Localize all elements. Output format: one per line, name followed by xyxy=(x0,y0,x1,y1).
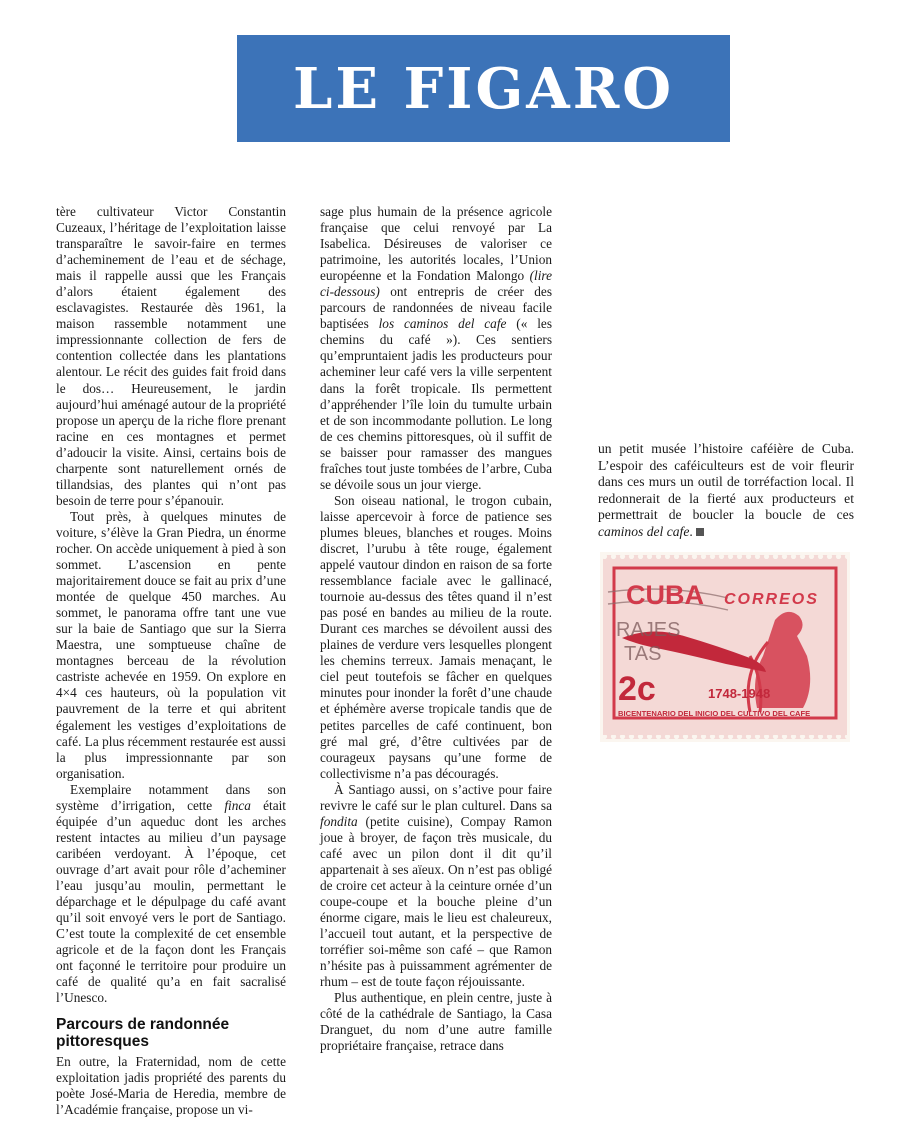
text-run: Exemplaire notamment dans son système d’irrigation, cette xyxy=(56,781,286,813)
text-run: À Santiago aussi, on s’active pour faire revivre le café sur le plan culturel. Dans sa xyxy=(320,781,552,813)
paragraph xyxy=(320,782,552,991)
article-column-1 xyxy=(56,204,286,1119)
masthead xyxy=(237,35,730,142)
paragraph: En outre, la Fraternidad, nom de cette exploitation jadis propriété des parents du poète José-Maria de Heredia, membre de l’Académie française, propose un vi- xyxy=(56,1054,286,1118)
text-run: (« les chemins du café »). Ces sentiers qu’empruntaient jadis les producteurs pour acheminer leur café vers la ville serpentent dans la forêt tropicale. Ils permettent d’appréhender l’île loin du tumulte urbain et de son incommodante pollution. Le long de ces chemins pittoresques, où il suffit de se baisser pour ramasser des mangues fraîches tout juste tombées de l’arbre, Cuba se dévoile sous un jour vierge. xyxy=(320,316,552,492)
article-column-2 xyxy=(320,204,552,1054)
text-run: (petite cuisine), Compay Ramon joue à broyer, de façon très musicale, du café avec un pilon dont il dit qu’il appartenait à ses aïeux. On n’est pas obligé de croire cet acteur à la ceinture ornée d’un coupe-coupe et la bouche pleine d’un énorme cigare, mais le lieu est chaleureux, l’accueil tout autant, et la perspective de torréfier soi-même son café – que Ramon n’hésite pas à puissamment agrémenter de rhum – est de toute façon réjouissante. xyxy=(320,813,552,990)
stamp-years: 1748-1948 xyxy=(708,686,771,701)
cancel-text-1: RAJES xyxy=(616,619,681,641)
stamp-service: CORREOS xyxy=(724,591,819,608)
text-run: sage plus humain de la présence agricole française que celui renvoyé par La Isabelica. Désireuses de valoriser ce patrimoine, les autorités locales, l’Union européenne et la Fondation Malongo xyxy=(320,204,552,284)
italic-term: (lire ci-dessous) xyxy=(320,268,552,300)
text-run: . xyxy=(689,523,693,539)
italic-term: finca xyxy=(224,797,251,813)
cancel-text-2: TAS xyxy=(624,643,662,665)
end-of-article-mark xyxy=(696,528,704,536)
postage-stamp xyxy=(600,552,850,742)
italic-term: caminos del cafe xyxy=(598,523,690,539)
stamp-caption: BICENTENARIO DEL INICIO DEL CULTIVO DEL CAFE xyxy=(618,709,811,718)
cuba-stamp-photo xyxy=(600,552,850,742)
stamp-country: CUBA xyxy=(626,580,704,610)
paragraph xyxy=(598,441,854,540)
italic-term: fondita xyxy=(320,813,358,829)
section-subheading: Parcours de randonnée pittoresques xyxy=(56,1016,230,1051)
paragraph: Son oiseau national, le trogon cubain, laisse apercevoir à force de patience ses plumes bleues, blanches et rouges. Moins discret, l’urubu à tête rouge, également appelé vautour dindon en raison de sa forte ressemblance faciale avec le gallinacé, tournoie au-dessus des têtes quand il n’est pas posé en bandes au milieu de la route. Durant ces marches se dévoilent aussi des plaines de verdure vers lesquelles plongent les chemins terreux. Jamais menaçant, le ciel peut toutefois se fâcher en quelques minutes pour inonder la forêt d’une chaude et éphémère averse tropicale tandis que de petites parcelles de café continuent, bon gré mal gré, d’être cultivées par de courageux paysans qu’une forme de collectivisme n’a pas découragés. xyxy=(320,492,552,781)
article-column-3 xyxy=(598,441,854,540)
text-run: était équipée d’un aqueduc dont les arches restent intactes au milieu d’un paysage caribéen verdoyant. À l’époque, cet ouvrage d’art avait pour rôle d’acheminer l’eau jusqu’au moulin, permettant le déparchage et le dépulpage du café avant qu’il soit envoyé vers le port de Santiago. C’est toute la complexité de cet ensemble agricole et de la façon dont les Français ont façonné le territoire pour produire un café de qualité qu’a en fait sacralisé l’Unesco. xyxy=(56,797,286,1006)
paragraph: tère cultivateur Victor Constantin Cuzeaux, l’héritage de l’exploitation laisse transparaître le savoir-faire en termes d’acheminement de l’eau et de séchage, mais il rappelle aussi que les Français d’alors étaient également des esclavagistes. Restaurée dès 1961, la maison rassemble notamment une impressionnante collection de fers de contention collectée dans les plantations alentour. Le récit des guides fait froid dans le dos… Heureusement, le jardin aujourd’hui aménagé autour de la propriété propose un aperçu de la riche flore prenant racine en ces montagnes et permet d’adoucir la visite. Ainsi, certains bois de charpente sont naturellement ornés de tillandsias, des plantes qui n’ont pas besoin de terre pour s’épanouir. xyxy=(56,204,287,508)
paragraph xyxy=(56,782,286,1007)
paragraph xyxy=(320,204,552,493)
stamp-value: 2c xyxy=(618,670,656,708)
text-run: un petit musée l’histoire caféière de Cuba. L’espoir des caféiculteurs est de voir fleurir dans ces murs un outil de torréfaction local. Il redonnerait de la fierté aux producteurs et permettrait de boucler la boucle de ces xyxy=(598,441,854,522)
paragraph: Plus authentique, en plein centre, juste à côté de la cathédrale de Santiago, la Casa Dranguet, du nom d’une autre famille propriétaire française, retrace dans xyxy=(320,990,552,1054)
italic-term: los caminos del cafe xyxy=(378,316,507,332)
text-run: ont entrepris de créer des parcours de randonnées de niveau facile baptisées xyxy=(320,284,552,332)
newspaper-logo: LE FIGARO xyxy=(292,55,675,122)
paragraph: Tout près, à quelques minutes de voiture, s’élève la Gran Piedra, un énorme rocher. On accède uniquement à pied à son sommet. L’ascension en pente majoritairement douce se fait au prix d’une montée de quelque 450 marches. Au sommet, le panorama offre tant une vue sur la baie de Santiago que sur la Sierra Maestra, une somptueuse chaîne de montagnes berceau de la révolution castriste achevée en 1959. On explore en 4×4 ces hauteurs, où la population vit pauvrement de la terre et qui abritent également les vestiges d’exploitations de café. La plus récemment restaurée est aussi la plus impressionnante par son organisation. xyxy=(56,508,287,781)
